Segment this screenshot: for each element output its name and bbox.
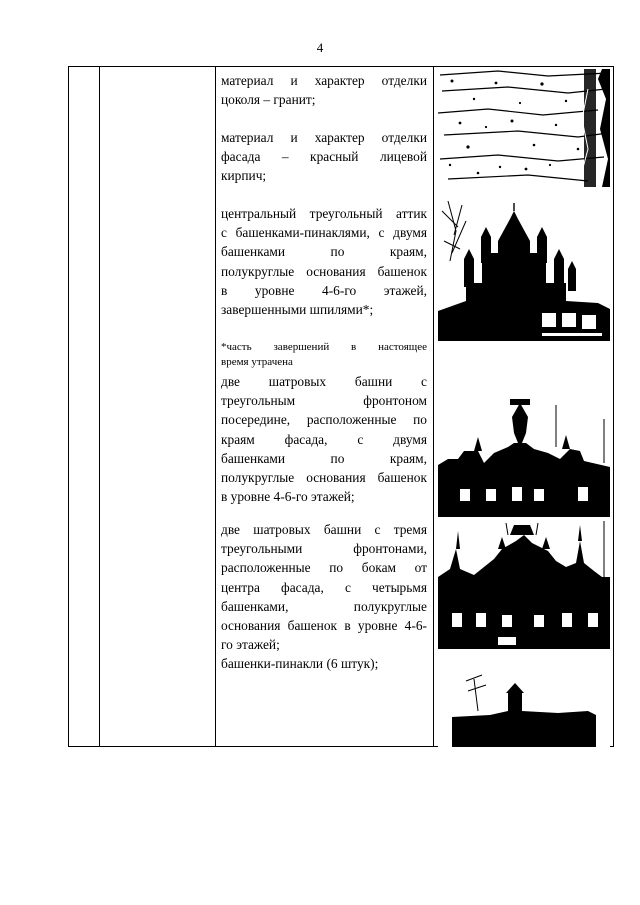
text-line: цоколя – гранит; [221, 92, 316, 108]
text-line: основания башенок в уровне 4-6- [221, 618, 427, 634]
column-divider [99, 67, 100, 746]
column-divider [433, 67, 434, 746]
text-line: с башенками-пинаклями, с двумя [221, 225, 427, 241]
text-line: завершенными шпилями*; [221, 302, 374, 318]
text-line: фасада – красный лицевой [221, 149, 427, 165]
text-line: краям фасада, с двумя [221, 431, 427, 447]
text-line: две шатровых башни с [221, 374, 427, 389]
table [68, 66, 614, 747]
text-line: центра фасада, с четырьмя [221, 579, 427, 595]
three-pediment-towers-photo-icon [438, 519, 610, 649]
central-attic-photo-icon [438, 201, 610, 341]
text-line: треугольными фронтонами, [221, 541, 427, 557]
text-line: башенками по краям, [221, 450, 427, 466]
entry-corner-towers [221, 372, 427, 506]
text-line: башенки-пинакли (6 штук); [221, 656, 379, 672]
text-line: расположенные по бокам от [221, 560, 427, 576]
text-line: в уровне 4-6-го этажей, [221, 282, 427, 298]
note-line: время утрачена [221, 356, 293, 368]
text-line: го этажей; [221, 637, 280, 653]
text-line: посередине, расположенные по [221, 412, 427, 428]
entry-plinth [221, 71, 427, 109]
text-line: треугольным фронтоном [221, 393, 427, 409]
entry-facade [221, 128, 427, 186]
text-line: полукруглые основания башенок [221, 470, 427, 486]
text-line: две шатровых башни с тремя [221, 522, 427, 537]
footnote [221, 340, 427, 370]
page-number: 4 [316, 40, 324, 55]
text-line: материал и характер отделки [221, 73, 427, 88]
granite-plinth-photo-icon [438, 69, 610, 187]
text-line: в уровне 4-6-го этажей; [221, 489, 355, 505]
text-line: материал и характер отделки [221, 130, 427, 145]
text-line: полукруглые основания башенок [221, 263, 427, 279]
entry-central-attic [221, 204, 427, 319]
text-line: башенками, полукруглые [221, 598, 427, 614]
text-line: кирпич; [221, 168, 267, 184]
pinnacle-roof-photo-icon [438, 671, 610, 747]
corner-tent-towers-photo-icon [438, 393, 610, 517]
column-divider [215, 67, 216, 746]
text-line: башенками по краям, [221, 244, 427, 260]
text-line: центральный треугольный аттик [221, 206, 427, 221]
note-line: *часть завершений в настоящее [221, 341, 427, 353]
entry-pediment-towers [221, 520, 427, 674]
